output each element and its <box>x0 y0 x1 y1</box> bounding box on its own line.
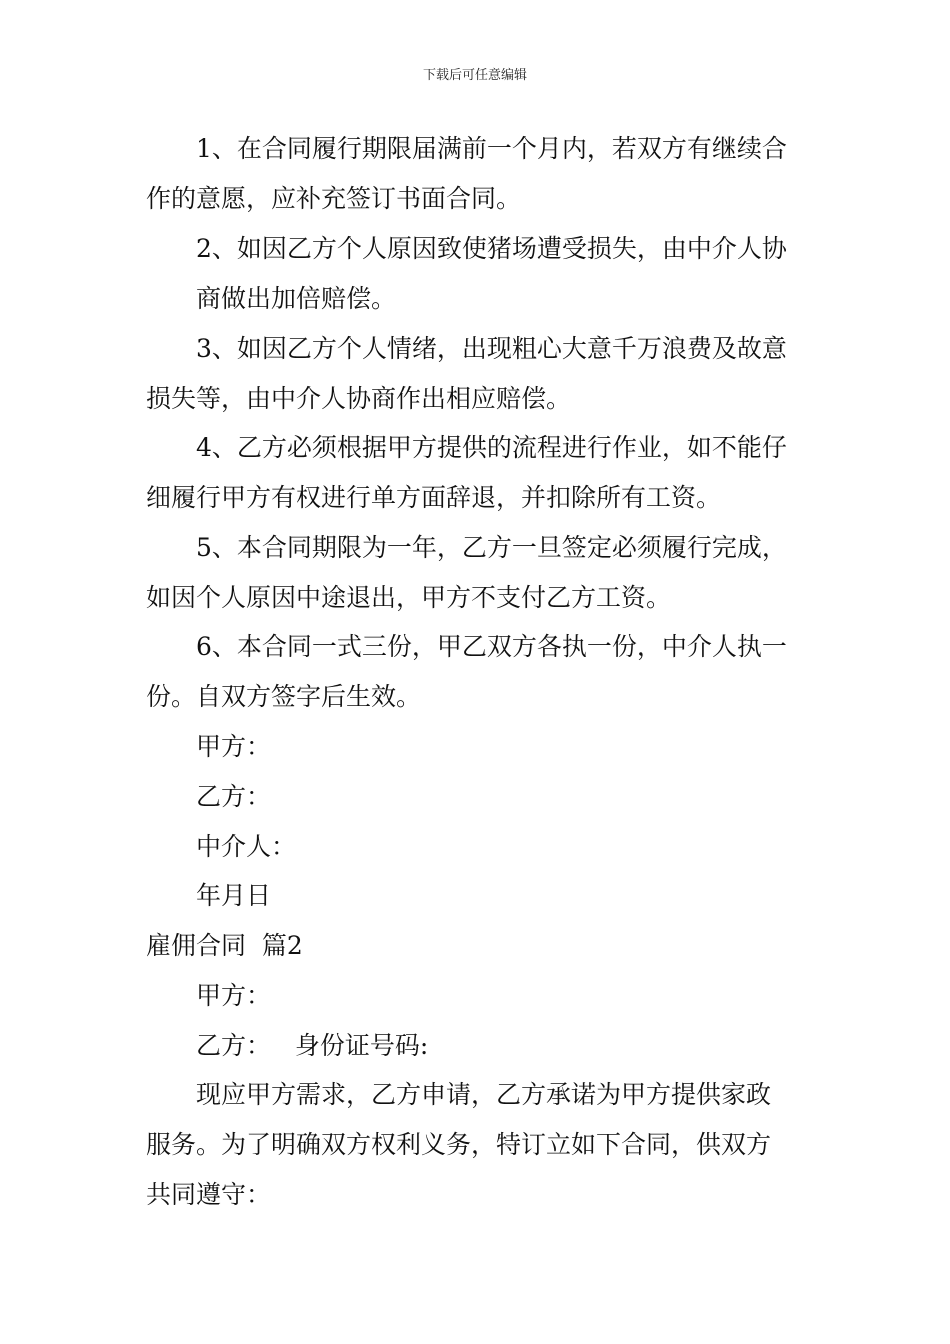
intro-line-1: 现应甲方需求，乙方申请，乙方承诺为甲方提供家政 <box>196 1080 772 1109</box>
date-line: 年月日 <box>196 881 272 910</box>
clause-4-line-2: 细履行甲方有权进行单方面辞退，并扣除所有工资。 <box>146 483 722 512</box>
clause-2-line-2: 商做出加倍赔偿。 <box>196 284 397 313</box>
intro-line-3: 共同遵守： <box>146 1180 272 1209</box>
clause-3-line-1: 3、如因乙方个人情绪，出现粗心大意千万浪费及故意 <box>196 334 787 363</box>
clause-1-line-1: 1、在合同履行期限届满前一个月内，若双方有继续合 <box>196 134 787 163</box>
clause-6-line-2: 份。自双方签字后生效。 <box>146 682 422 711</box>
clause-1-line-2: 作的意愿，应补充签订书面合同。 <box>146 184 522 213</box>
clause-5-line-1: 5、本合同期限为一年，乙方一旦签定必须履行完成， <box>196 533 787 562</box>
section-title: 雇佣合同 篇2 <box>146 931 303 960</box>
clause-3-line-2: 损失等，由中介人协商作出相应赔偿。 <box>146 384 572 413</box>
party-a-signature: 甲方： <box>196 732 272 761</box>
page-header: 下载后可任意编辑 <box>422 68 527 83</box>
clause-5-line-2: 如因个人原因中途退出，甲方不支付乙方工资。 <box>146 583 672 612</box>
clause-4-line-1: 4、乙方必须根据甲方提供的流程进行作业，如不能仔 <box>196 433 787 462</box>
party-b-signature: 乙方： <box>196 782 272 811</box>
clause-6-line-1: 6、本合同一式三份，甲乙双方各执一份，中介人执一 <box>196 632 787 661</box>
party-b-id-line: 乙方： 身份证号码: <box>196 1031 429 1060</box>
intro-line-2: 服务。为了明确双方权利义务，特订立如下合同，供双方 <box>146 1130 772 1159</box>
clause-2-line-1: 2、如因乙方个人原因致使猪场遭受损失，由中介人协 <box>196 234 787 263</box>
intermediary-signature: 中介人： <box>196 832 297 861</box>
party-a-line: 甲方： <box>196 981 272 1010</box>
